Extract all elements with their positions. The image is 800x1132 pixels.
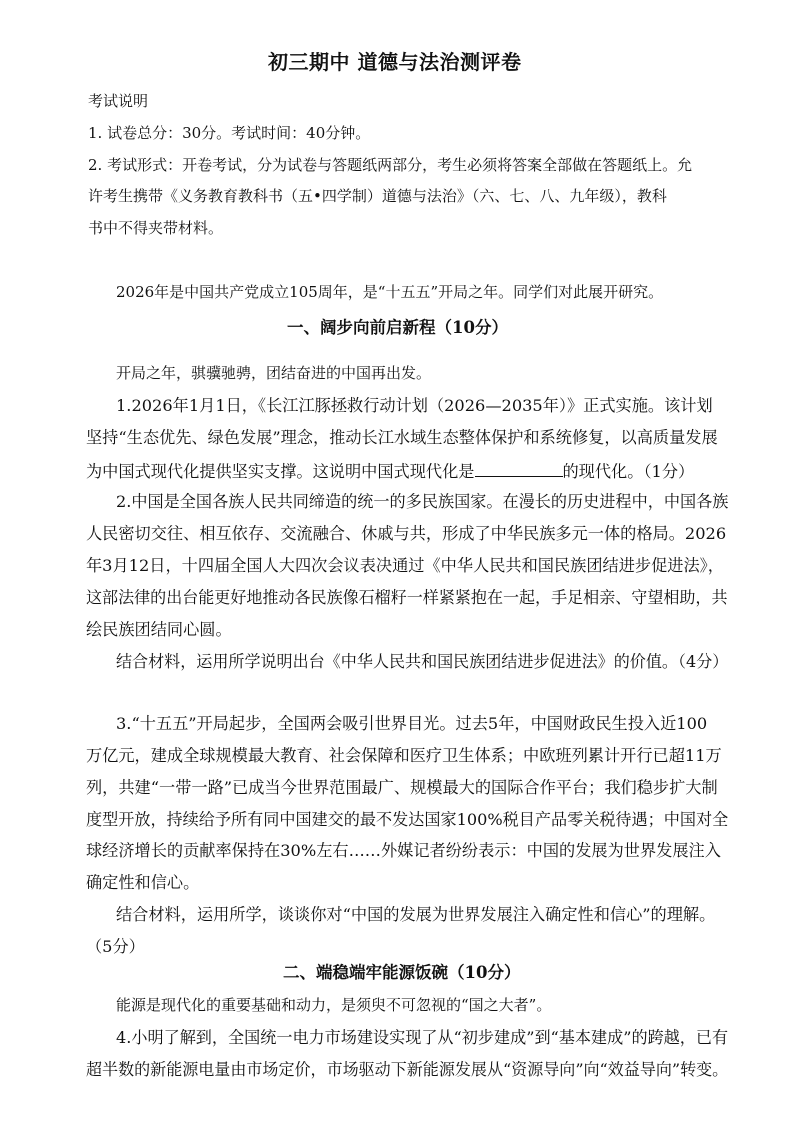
question-3-line-1: 3.“十五五”开局起步，全国两会吸引世界目光。过去5年，中国财政民生投入近100 (116, 714, 708, 733)
instructions-heading: 考试说明 (88, 92, 149, 110)
instruction-item-2-line-2: 许考生携带《义务教育教科书（五•四学制）道德与法治》（六、七、八、九年级），教科 (88, 187, 667, 205)
question-2-task: 结合材料，运用所学说明出台《中华人民共和国民族团结进步促进法》的价值。（4分） (116, 652, 729, 671)
question-1-line-1: 1.2026年1月1日，《长江江豚拯救行动计划（2026—2035年）》正式实施。该计划 (116, 396, 713, 415)
question-3-line-4: 度型开放，持续给予所有同中国建交的最不发达国家100%税目产品零关税待遇；中国对全 (86, 810, 729, 829)
question-2-line-5: 绘民族团结同心圆。 (86, 620, 232, 639)
question-1-line-2: 坚持“生态优先、绿色发展”理念，推动长江水域生态整体保护和系统修复，以高质量发展 (86, 428, 718, 447)
question-1-text-before-blank: 为中国式现代化提供坚实支撑。这说明中国式现代化是 (86, 462, 475, 481)
instruction-item-2-line-3: 书中不得夹带材料。 (88, 219, 224, 237)
question-4-line-2: 超半数的新能源电量由市场定价，市场驱动下新能源发展从“资源导向”向“效益导向”转变。 (86, 1060, 729, 1079)
question-3-line-6: 确定性和信心。 (86, 873, 200, 892)
instruction-item-2-line-1: 2. 考试形式：开卷考试，分为试卷与答题纸两部分，考生必须将答案全部做在答题纸上。允 (88, 156, 693, 174)
section-1-heading: 一、阔步向前启新程（10分） (287, 318, 508, 337)
question-3-score: （5分） (86, 937, 145, 956)
question-2-line-3: 年3月12日，十四届全国人大四次会议表决通过《中华人民共和国民族团结进步促进法》， (86, 556, 724, 575)
question-1-line-3 (86, 462, 694, 480)
question-3-line-5: 球经济增长的贡献率保持在30%左右……外媒记者纷纷表示：中国的发展为世界发展注入 (86, 841, 721, 860)
question-3-line-3: 列，共建“一带一路”已成当今世界范围最广、规模最大的国际合作平台；我们稳步扩大制 (86, 778, 718, 797)
instruction-item-1: 1. 试卷总分：30分。考试时间：40分钟。 (88, 124, 371, 142)
question-3-line-2: 万亿元，建成全球规模最大教育、社会保障和医疗卫生体系；中欧班列累计开行已超11万 (86, 746, 722, 765)
section-2-lead: 能源是现代化的重要基础和动力，是须臾不可忽视的“国之大者”。 (116, 996, 552, 1014)
question-3-task: 结合材料，运用所学，谈谈你对“中国的发展为世界发展注入确定性和信心”的理解。 (116, 905, 716, 924)
section-1-lead: 开局之年，骐骥驰骋，团结奋进的中国再出发。 (116, 364, 432, 382)
page-title: 初三期中 道德与法治测评卷 (268, 50, 522, 74)
question-2-line-2: 人民密切交往、相互依存、交流融合、休戚与共，形成了中华民族多元一体的格局。2026 (86, 524, 727, 543)
question-2-line-4: 这部法律的出台能更好地推动各民族像石榴籽一样紧紧抱在一起，手足相亲、守望相助，共 (86, 588, 728, 607)
question-4-line-1: 4.小明了解到，全国统一电力市场建设实现了从“初步建成”到“基本建成”的跨越，已有 (116, 1028, 729, 1047)
question-1-text-after-blank: 的现代化。（1分） (562, 462, 695, 481)
question-2-line-1: 2.中国是全国各族人民共同缔造的统一的多民族国家。在漫长的历史进程中，中国各族 (116, 492, 729, 511)
intro-text: 2026年是中国共产党成立105周年，是“十五五”开局之年。同学们对此展开研究。 (116, 283, 664, 301)
answer-blank (475, 462, 563, 477)
section-2-heading: 二、端稳端牢能源饭碗（10分） (283, 963, 521, 982)
